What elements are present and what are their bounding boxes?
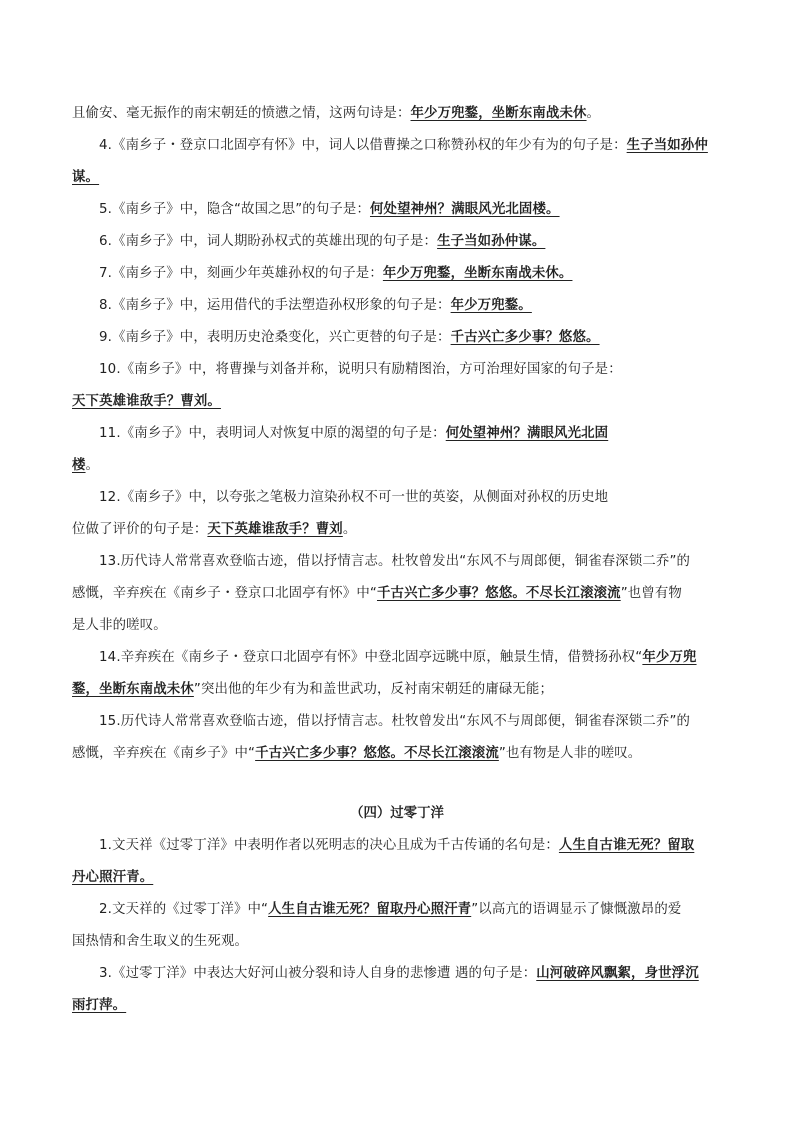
text-line: [99, 262, 572, 281]
line-text: 12.《南乡子》中，以夸张之笔极力渲染孙权不可一世的英姿，从侧面对孙权的历史地: [99, 490, 609, 505]
answer-text: 谋。: [72, 170, 100, 185]
line-text: 7.《南乡子》中，刻画少年英雄孙权的句子是：: [99, 266, 383, 281]
line-text: 2.文天祥的《过零丁洋》中“: [99, 902, 269, 917]
line-text: 6.《南乡子》中，词人期盼孙权式的英雄出现的句子是：: [99, 234, 438, 249]
line-text: 4.《南乡子・登京口北固亭有怀》中，词人以借曹操之口称赞孙权的年少有为的句子是：: [99, 138, 627, 153]
text-line: [99, 134, 708, 153]
answer-text: 年少万兜鍪。: [450, 298, 532, 313]
text-line: [99, 898, 681, 917]
text-line: [99, 230, 545, 249]
text-line: [72, 454, 99, 473]
answer-text: 何处望神州？满眼风光北固: [445, 426, 609, 441]
text-line: [99, 486, 608, 505]
line-text: 15.历代诗人常常喜欢登临古迹，借以抒情言志。杜牧曾发出“东风不与周郎便，铜雀春深锁二乔”的: [99, 714, 691, 729]
line-text-tail: ”也有物是人非的嗟叹。: [498, 746, 642, 761]
line-text: 5.《南乡子》中，隐含“故国之思”的句子是：: [99, 202, 370, 217]
line-text-tail: 。: [342, 522, 357, 537]
line-text: 9.《南乡子》中，表明历史沧桑变化，兴亡更替的句子是：: [99, 330, 451, 345]
answer-text: 年少万兜鍪，坐断东南战未休: [410, 106, 587, 121]
answer-text: 千古兴亡多少事？悠悠。不尽长江滚滚流: [376, 586, 621, 601]
line-text-tail: 。: [586, 106, 601, 121]
line-text: 14.辛弃疾在《南乡子・登京口北固亭有怀》中登北固亭远眺中原，触景生情，借赞扬孙权“: [99, 650, 643, 665]
answer-text: 何处望神州？满眼风光北固楼。: [369, 202, 560, 217]
answer-text: 山河破碎风飘絮，身世浮沉: [536, 966, 699, 981]
answer-text: 天下英雄谁敌手？曹刘: [207, 522, 343, 537]
answer-text: 年少万兜: [642, 650, 697, 665]
answer-text: 千古兴亡多少事？悠悠。: [450, 330, 600, 345]
section-title: （四）过零丁洋: [350, 806, 444, 821]
answer-text: 生子当如孙仲: [626, 138, 708, 153]
text-line: [99, 962, 699, 981]
line-text: 11.《南乡子》中，表明词人对恢复中原的渴望的句子是：: [99, 426, 446, 441]
answer-text: 人生自古谁无死？留取丹心照汗青: [268, 902, 472, 917]
answer-text: 千古兴亡多少事？悠悠。不尽长江滚滚流: [255, 746, 499, 761]
line-text: 10.《南乡子》中，将曹操与刘备并称，说明只有励精图治，方可治理好国家的句子是：: [99, 362, 622, 377]
line-text-tail: ”突出他的年少有为和盖世武功，反衬南宋朝廷的庸碌无能；: [193, 682, 554, 697]
text-line: [72, 930, 248, 949]
line-text: 8.《南乡子》中，运用借代的手法塑造孙权形象的句子是：: [99, 298, 451, 313]
line-text-tail: ”以高亢的语调显示了慷慨激昂的爱: [471, 902, 682, 917]
text-line: [99, 294, 532, 313]
answer-text: 生子当如孙仲谋。: [437, 234, 546, 249]
answer-text: 鍪，坐断东南战未休: [72, 682, 194, 697]
answer-text: 丹心照汗青。: [72, 870, 154, 885]
answer-text: 人生自古谁无死？留取: [558, 838, 695, 853]
text-line: [72, 518, 356, 537]
answer-text: 楼: [72, 458, 86, 473]
text-line: [72, 390, 221, 409]
text-line: [99, 710, 690, 729]
answer-text: 雨打萍。: [72, 998, 127, 1013]
line-text: 且偷安、毫无振作的南宋朝廷的愤懑之情，这两句诗是：: [72, 106, 411, 121]
line-text: 1.文天祥《过零丁洋》中表明作者以死明志的决心且成为千古传诵的名句是：: [99, 838, 559, 853]
line-text: 国热情和舍生取义的生死观。: [72, 934, 249, 949]
text-line: [99, 422, 608, 441]
text-line: [99, 358, 622, 377]
text-line: [72, 994, 126, 1013]
text-line: [72, 614, 167, 633]
line-text: 感慨，辛弃疾在《南乡子》中“: [72, 746, 256, 761]
answer-text: 年少万兜鍪，坐断东南战未休。: [382, 266, 573, 281]
text-line: [72, 742, 641, 761]
text-line: [99, 326, 600, 345]
text-line: [99, 834, 694, 853]
line-text-tail: ”也曾有物: [620, 586, 682, 601]
text-line: [72, 678, 553, 697]
text-line: [72, 582, 682, 601]
answer-text: 天下英雄谁敌手？曹刘。: [72, 394, 221, 409]
text-line: [72, 166, 99, 185]
text-line: [99, 646, 697, 665]
text-line: [72, 102, 600, 121]
text-line: [99, 198, 560, 217]
text-line: [72, 866, 153, 885]
line-text: 位做了评价的句子是：: [72, 522, 208, 537]
text-line: [99, 550, 690, 569]
line-text: 感慨，辛弃疾在《南乡子・登京口北固亭有怀》中“: [72, 586, 377, 601]
line-text: 是人非的嗟叹。: [72, 618, 167, 633]
line-text: 13.历代诗人常常喜欢登临古迹，借以抒情言志。杜牧曾发出“东风不与周郎便，铜雀春深锁二乔”的: [99, 554, 691, 569]
line-text: 3.《过零丁洋》中表达大好河山被分裂和诗人自身的悲惨遭 遇的句子是：: [99, 966, 537, 981]
line-text-tail: 。: [85, 458, 100, 473]
